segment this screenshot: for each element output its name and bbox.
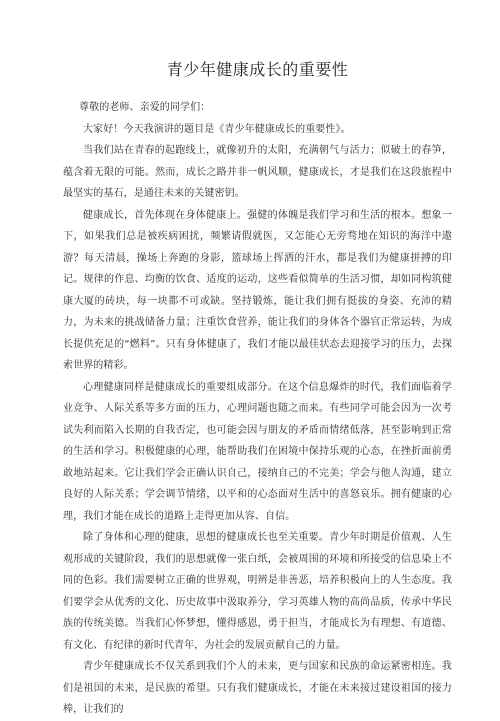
paragraph-physical-health: 健康成长，首先体现在身体健康上。强健的体魄是我们学习和生活的根本。想象一下，如果我们总是被疾病困扰，频繁请假就医，又怎能心无旁骛地在知识的海洋中遨游？每天清晨，操场上奔跑的身影，篮球场上挥洒的汗水，都是我们为健康拼搏的印记。规律的作息、均衡的饮食、适度的运动，这些看似简单的生活习惯，却如同构筑健康大厦的砖块，每一块都不可或缺。坚持锻炼，能让我们拥有挺拔的身姿、充沛的精力，为未来的挑战储备力量；注重饮食营养，能让我们的身体各个器官正常运转，为成长提供充足的“燃料”。只有身体健康了，我们才能以最佳状态去迎接学习的压力，去探索世界的精彩。 xyxy=(63,209,452,371)
document-title: 青少年健康成长的重要性 xyxy=(166,60,349,79)
paragraph-greeting: 大家好！今天我演讲的题目是《青少年健康成长的重要性》。 xyxy=(83,123,351,135)
salutation: 尊敬的老师、亲爱的同学们： xyxy=(79,102,211,113)
paragraph-mental-health: 心理健康同样是健康成长的重要组成部分。在这个信息爆炸的时代，我们面临着学业竞争、人际关系等多方面的压力，心理问题也随之而来。有些同学可能会因为一次考试失利而陷入长期的自我否定，也可能会因与朋友的矛盾而情绪低落，甚至影响到正常的生活和学习。积极健康的心理，能帮助我们在困境中保持乐观的心态，在挫折面前勇敢地站起来。它让我们学会正确认识自己，接纳自己的不完美；学会与他人沟通，建立良好的人际关系；学会调节情绪，以平和的心态面对生活中的喜怒哀乐。拥有健康的心理，我们才能在成长的道路上走得更加从容、自信。 xyxy=(63,381,452,522)
paragraph-ideological-health: 除了身体和心理的健康，思想的健康成长也至关重要。青少年时期是价值观、人生观形成的关键阶段，我们的思想就像一张白纸，会被周围的环境和所接受的信息染上不同的色彩。我们需要树立正确的世界观，明辨是非善恶，培养积极向上的人生态度。我们要学会从优秀的文化、历史故事中汲取养分，学习英雄人物的高尚品质，传承中华民族的传统美德。当我们心怀梦想，懂得感恩，勇于担当，才能成长为有理想、有道德、有文化、有纪律的新时代青年，为社会的发展贡献自己的力量。 xyxy=(63,532,452,651)
document-body xyxy=(63,97,452,721)
paragraph-intro: 当我们站在青春的起跑线上，就像初升的太阳，充满朝气与活力；似破土的春笋，蕴含着无限的可能。然而，成长之路并非一帆风顺，健康成长，才是我们在这段旅程中最坚实的基石，是通往未来的关键密钥。 xyxy=(63,145,452,199)
paragraph-national-future: 青少年健康成长不仅关系到我们个人的未来，更与国家和民族的命运紧密相连。我们是祖国的未来，是民族的希望。只有我们健康成长，才能在未来接过建设祖国的接力棒，让我们的 xyxy=(63,661,452,715)
